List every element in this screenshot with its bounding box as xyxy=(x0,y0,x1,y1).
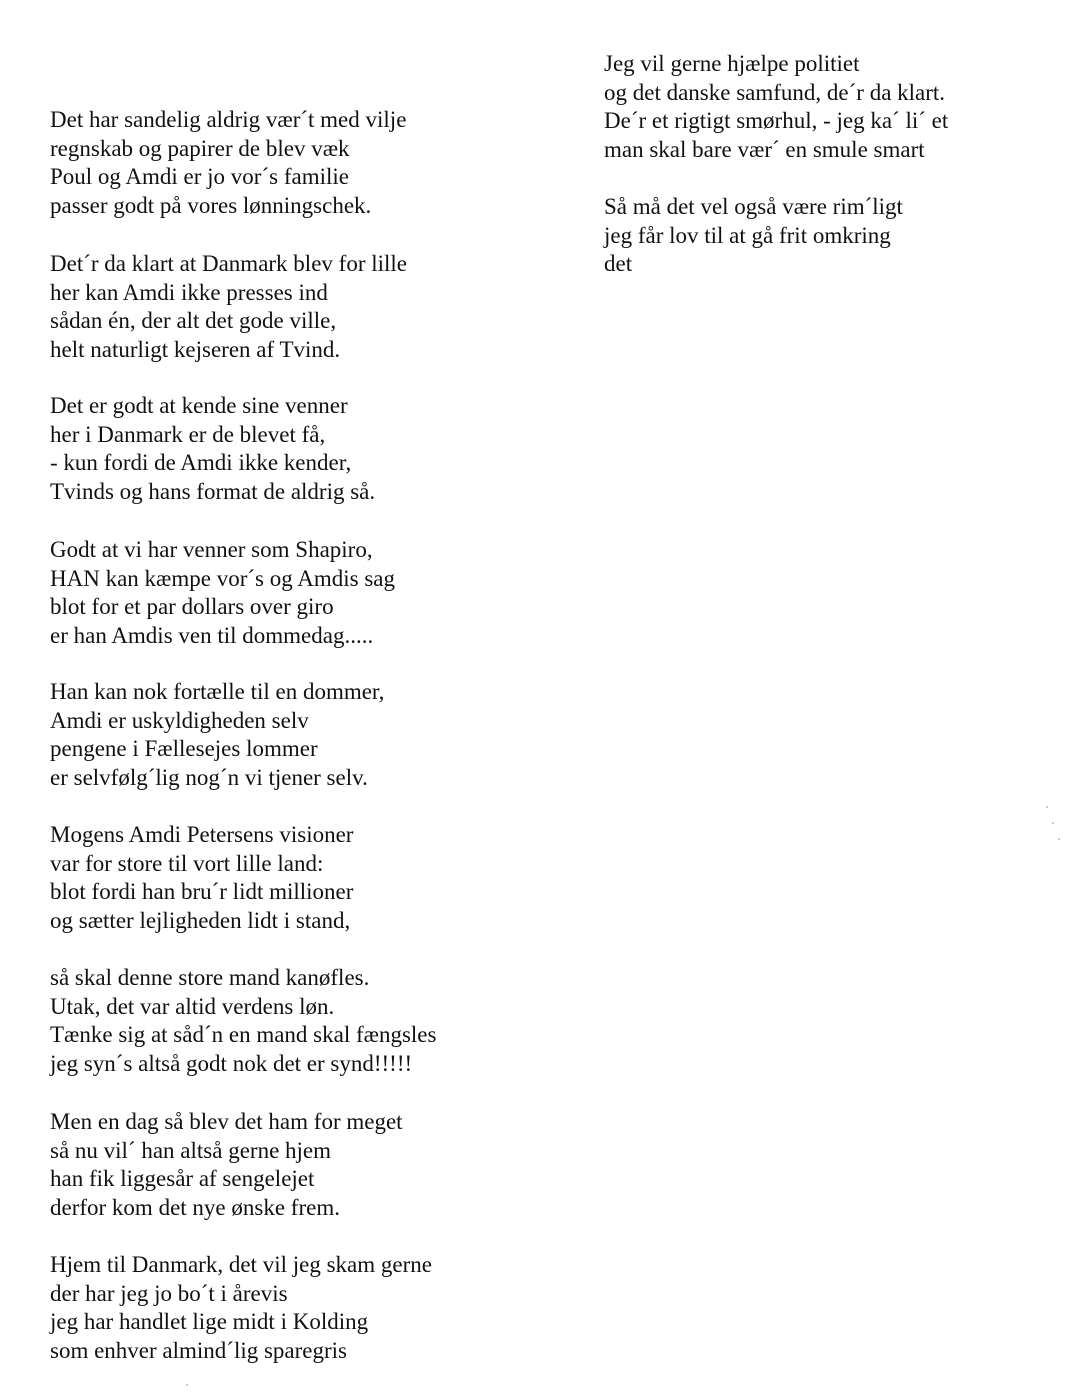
stanza xyxy=(50,250,550,364)
poem-line: Men en dag så blev det ham for meget xyxy=(50,1109,403,1134)
poem-line: Det´r da klart at Danmark blev for lille xyxy=(50,251,407,276)
poem-line: passer godt på vores lønningschek. xyxy=(50,192,372,218)
poem-line: helt naturligt kejseren af Tvind. xyxy=(50,336,341,362)
stanza xyxy=(604,193,1044,279)
poem-line: derfor kom det nye ønske frem. xyxy=(50,1194,340,1220)
stanza xyxy=(50,678,550,792)
poem-line: Amdi er uskyldigheden selv xyxy=(50,707,309,733)
stanza xyxy=(50,1251,550,1365)
scan-speck xyxy=(186,1384,188,1386)
stanza xyxy=(604,50,1044,164)
poem-line: det xyxy=(604,251,633,277)
poem-line: er han Amdis ven til dommedag..... xyxy=(50,622,374,648)
stanza xyxy=(50,964,550,1078)
poem-line: Han kan nok fortælle til en dommer, xyxy=(50,679,385,704)
poem-line: Så må det vel også være rim´ligt xyxy=(604,194,903,219)
poem-line: så nu vil´ han altså gerne hjem xyxy=(50,1137,332,1163)
stanza xyxy=(50,392,550,506)
poem-line: pengene i Fællesejes lommer xyxy=(50,736,318,762)
scan-speck xyxy=(1052,822,1054,824)
poem-line: man skal bare vær´ en smule smart xyxy=(604,136,925,162)
poem-line: er selvfølg´lig nog´n vi tjener selv. xyxy=(50,764,368,790)
scan-speck xyxy=(1058,838,1060,840)
poem-line: han fik liggesår af sengelejet xyxy=(50,1166,315,1192)
poem-line: Mogens Amdi Petersens visioner xyxy=(50,822,354,847)
poem-line: Tænke sig at såd´n en mand skal fængsles xyxy=(50,1022,437,1048)
stanza xyxy=(50,1108,550,1222)
poem-line: blot fordi han bru´r lidt millioner xyxy=(50,879,354,905)
poem-line: Jeg vil gerne hjælpe politiet xyxy=(604,51,860,76)
poem-line: her i Danmark er de blevet få, xyxy=(50,421,326,447)
poem-line: Poul og Amdi er jo vor´s familie xyxy=(50,164,349,190)
poem-line: sådan én, der alt det gode ville, xyxy=(50,308,337,334)
stanza xyxy=(50,106,550,220)
poem-line: Tvinds og hans format de aldrig så. xyxy=(50,478,376,504)
poem-line: HAN kan kæmpe vor´s og Amdis sag xyxy=(50,565,395,591)
poem-line: jeg syn´s altså godt nok det er synd!!!!! xyxy=(50,1050,413,1076)
poem-line: blot for et par dollars over giro xyxy=(50,594,334,620)
poem-line: Det har sandelig aldrig vær´t med vilje xyxy=(50,107,407,132)
poem-line: regnskab og papirer de blev væk xyxy=(50,135,350,161)
poem-line: Godt at vi har venner som Shapiro, xyxy=(50,537,373,562)
poem-line: så skal denne store mand kanøfles. xyxy=(50,965,370,990)
scan-speck xyxy=(1046,806,1048,808)
poem-line: Det er godt at kende sine venner xyxy=(50,393,348,418)
stanza xyxy=(50,821,550,935)
poem-line: var for store til vort lille land: xyxy=(50,850,324,876)
poem-line: Utak, det var altid verdens løn. xyxy=(50,993,335,1019)
poem-line: og det danske samfund, de´r da klart. xyxy=(604,79,946,105)
poem-line: De´r et rigtigt smørhul, - jeg ka´ li´ et xyxy=(604,108,949,134)
poem-line: der har jeg jo bo´t i årevis xyxy=(50,1280,288,1306)
poem-line: og sætter lejligheden lidt i stand, xyxy=(50,907,351,933)
poem-line: Hjem til Danmark, det vil jeg skam gerne xyxy=(50,1252,432,1277)
stanza xyxy=(50,536,550,650)
poem-line: jeg har handlet lige midt i Kolding xyxy=(50,1309,369,1335)
poem-line: her kan Amdi ikke presses ind xyxy=(50,279,328,305)
poem-line: - kun fordi de Amdi ikke kender, xyxy=(50,450,352,476)
poem-line: som enhver almind´lig sparegris xyxy=(50,1337,348,1363)
poem-line: jeg får lov til at gå frit omkring xyxy=(604,222,891,248)
